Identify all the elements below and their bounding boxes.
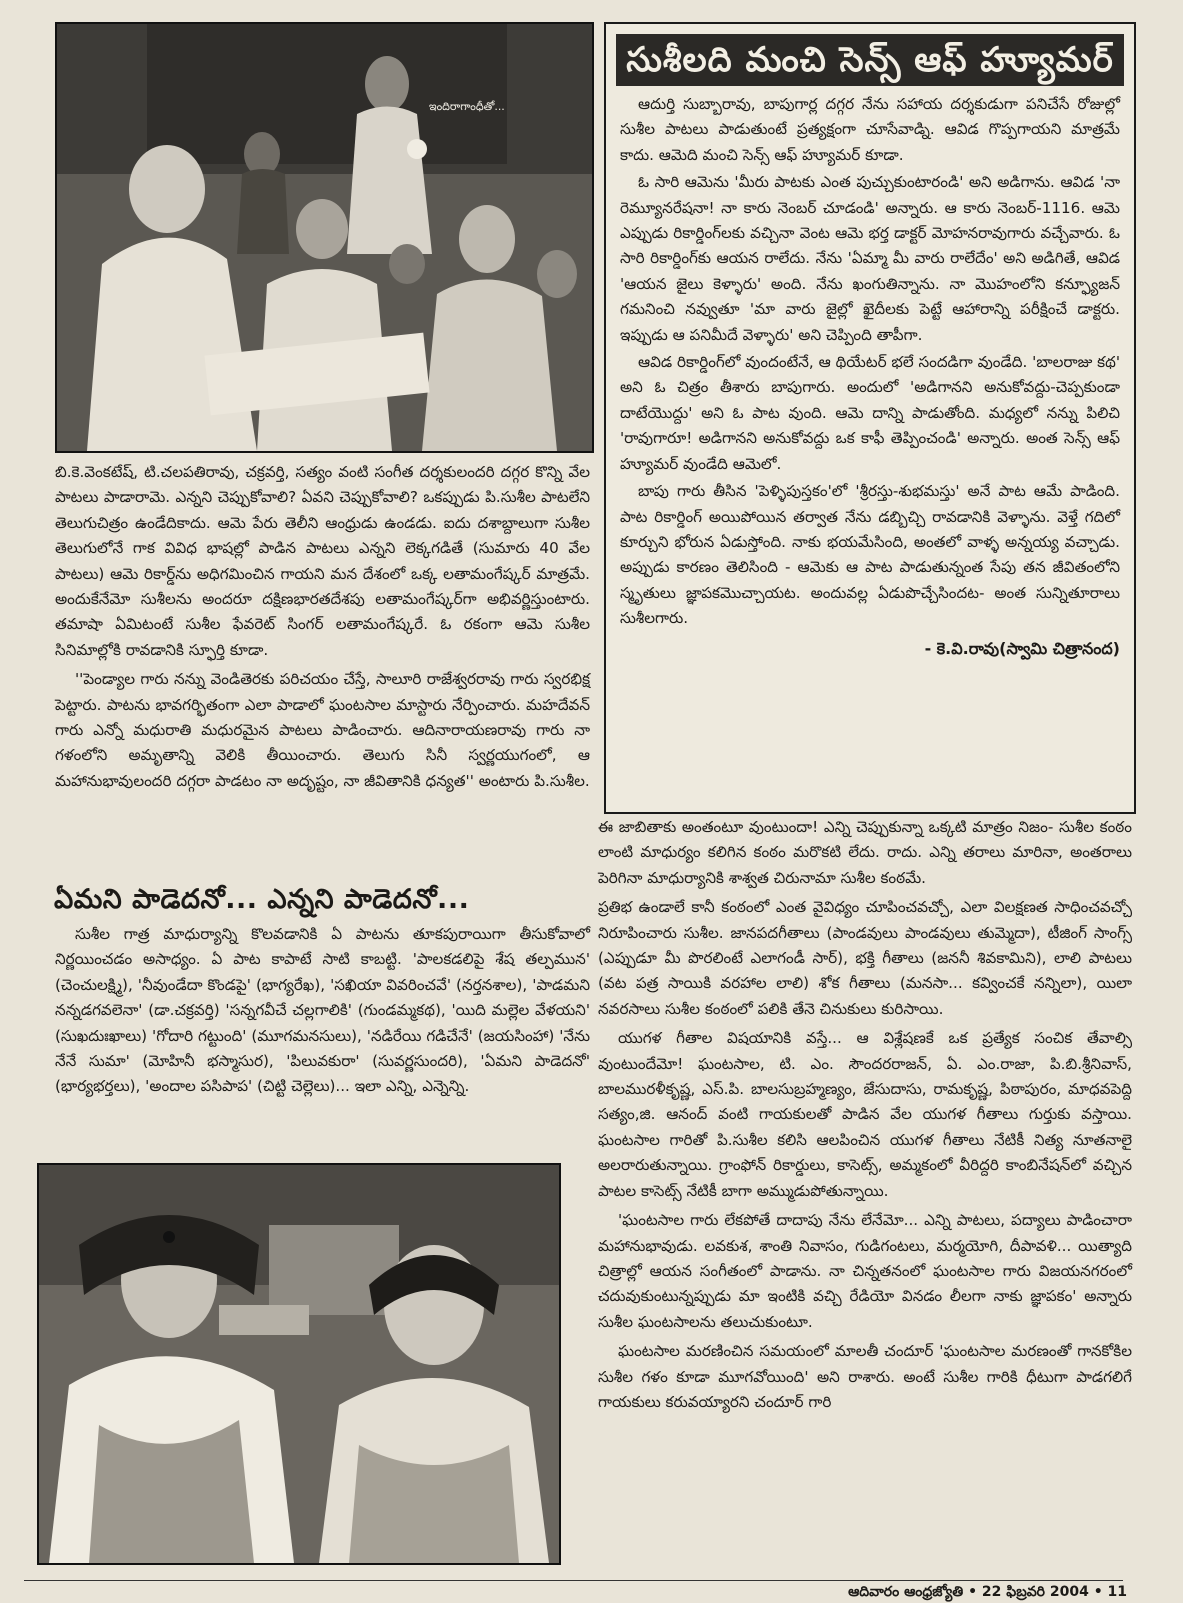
box-paragraph: ఓ సారి ఆమెను 'మీరు పాటకు ఎంత పుచ్చుకుంటారండి' అని అడిగాను. ఆవిడ 'నా రెమ్యూనరేషనా! నా కారు నెంబర్ చూడండి' అన్నారు. ఆ కారు నెంబర్-1116. ఆమె ఎప్పుడు రికార్డింగ్‌లకు వచ్చినా వెంట ఆమె భర్త డాక్టర్ మోహనరావుగారు వచ్చేవారు. ఓ సారి రికార్డింగ్‌కు ఆయన రాలేదు. నేను 'ఏమ్మా మీ వారు రాలేదేం' అని అడిగితే, ఆవిడ 'ఆయన జైలు కెళ్ళారు' అంది. నేను ఖంగుతిన్నాను. నా మొహంలోని కన్ఫ్యూజన్ గమనించి నవ్వుతూ 'మా వారు జైల్లో ఖైదీలకు పెట్టే ఆహారాన్ని పరీక్షించే డాక్టరు. ఇప్పుడు ఆ పనిమీదే వెళ్ళారు' అని చెప్పింది తాపీగా. xyxy=(620,173,1120,344)
left-column-text xyxy=(55,460,590,880)
footer-text: ఆదివారం ఆంధ్రజ్యోతి • 22 ఫిబ్రవరి 2004 • 11 xyxy=(848,1584,1127,1600)
box-paragraph: బాపు గారు తీసిన 'పెళ్ళిపుస్తకం'లో 'శ్రీరస్తు-శుభమస్తు' అనే పాట ఆమే పాడింది. పాట రికార్డింగ్ అయిపోయిన తర్వాత నేను డబ్బిచ్చి రావడానికి వెళ్ళాను. వెళ్తే గదిలో కూర్చుని భోరున ఏడుస్తోంది. నాకు భయమేసింది, అంతలో వాళ్ళ అన్నయ్య వచ్చాడు. అప్పుడు కారణం తెలిసింది - ఆమెకు ఆ పాట పాడుతున్నంత సేపు తన జీవితంలోని స్మృతులు జ్ఞాపకమొచ్చాయట. అందువల్ల ఏడుపొచ్చేసిందట- అంత సున్నితూరాలు సుశీలగారు. xyxy=(620,482,1120,628)
box-signature: - కె.వి.రావు(స్వామి చిత్రానంద) xyxy=(924,638,1120,658)
right-paragraph: ప్రతిభ ఉండాలే కానీ కంఠంలో ఎంత వైవిధ్యం చూపించవచ్చో, ఎలా విలక్షణత సాధించవచ్చో నిరూపించారు సుశీల. జానపదగీతాలు (పాండవులు పాండవులు తుమ్మెదా), టీజింగ్ సాంగ్స్ (ఎప్పుడూ మీ పొరలింటే ఎలాగండీ సార్), భక్తి గీతాలు (జననీ శివకామిని), లాలి పాటలు (వట పత్ర సాయికి వరహాల లాలి) శోక గీతాలు (మనసా... కవ్వించకే నన్నిలా), యిలా నవరసాలు సుశీల కంఠంలో పలికి తేనె చినుకులు కురిసాయి. xyxy=(598,898,1132,1018)
photo-bottom-image xyxy=(39,1165,559,1563)
box-body xyxy=(606,92,1134,661)
box-paragraph: ఆదుర్తి సుబ్బారావు, బాపుగార్ల దగ్గర నేను సహాయ దర్శకుడుగా పనిచేసే రోజుల్లో సుశీల పాటలు పాడుతుంటే ప్రత్యక్షంగా చూసేవాడ్ని. ఆవిడ గొప్పగాయని మాత్రమే కాదు. ఆమెది మంచి సెన్స్ ఆఫ్ హ్యూమర్ కూడా. xyxy=(620,95,1120,164)
photo-indira-gandhi xyxy=(55,22,594,453)
section-subheading: ఏమని పాడెదనో... ఎన్నని పాడెదనో... xyxy=(54,884,470,915)
photo-top-image xyxy=(57,24,592,451)
right-paragraph: ఈ జాబితాకు అంతంటూ వుంటుందా! ఎన్ని చెప్పుకున్నా ఒక్కటి మాత్రం నిజం- సుశీల కంఠం లాంటి మాధుర్యం కలిగిన కంఠం మరొకటి లేదు. రాదు. ఎన్ని తరాలు మారినా, అంతరాలు పెరిగినా మాధుర్యానికి శాశ్వత చిరునామా సుశీల కంఠమే. xyxy=(598,818,1132,887)
left-paragraph: బి.కె.వెంకటేష్, టి.చలపతిరావు, చక్రవర్తి, సత్యం వంటి సంగీత దర్శకులందరి దగ్గర కొన్ని వేల పాటలు పాడారామె. ఎన్నని చెప్పుకోవాలి? ఏవని చెప్పుకోవాలి? ఒకప్పుడు పి.సుశీల పాటలేని తెలుగుచిత్రం ఉండేదికాదు. ఆమె పేరు తెలీని ఆంధ్రుడు ఉండడు. ఐదు దశాబ్దాలుగా సుశీల తెలుగులోనే గాక వివిధ భాషల్లో పాడిన పాటలు ఎన్నని లెక్కగడితే (సుమారు 40 వేల పాటలు) ఆమె రికార్డ్‌ను అధిగమించిన గాయని మన దేశంలో ఒక్క లతామంగేష్కర్ మాత్రమే. అందుకేనేమో సుశీలను అందరూ దక్షిణభారతదేశపు లతామంగేష్కర్‌గా అభివర్ణిస్తుంటారు. తమాషా ఏమిటంటే సుశీల ఫేవరెట్ సింగర్ లతామంగేష్కరే. ఓ రకంగా ఆమె సుశీల సినిమాల్లోకి రావడానికి స్ఫూర్తి కూడా. xyxy=(55,463,590,659)
footer-rule xyxy=(24,1580,1123,1581)
right-column-text xyxy=(598,815,1132,1575)
box-headline: సుశీలది మంచి సెన్స్ ఆఫ్ హ్యూమర్ xyxy=(616,34,1124,86)
left-paragraph: సుశీల గాత్ర మాధుర్యాన్ని కొలవడానికి ఏ పాటను తూకపురాయిగా తీసుకోవాలో నిర్ణయించడం అసాధ్యం. ఏ పాట కాపాటే సాటి కాబట్టి. 'పాలకడలిపై శేష తల్పమున' (చెంచులక్ష్మి), 'నీవుండేదా కొండపై' (భాగ్యరేఖ), 'సఖియా వివరించవే' (నర్తనశాల), 'పాడమని నన్నడగవలెనా' (డా.చక్రవర్తి) 'సన్నగవీచే చల్లగాలికి' (గుండమ్మకథ), 'యిది మల్లెల వేళయని' (సుఖదుఃఖాలు) 'గోదారి గట్టుంది' (మూగమనసులు), 'నడిరేయి గడిచేనే' (జయసింహా) 'నేను నేనే సుమా' (మోహినీ భస్మాసుర), 'పిలువకురా' (సువర్ణసుందరి), 'ఏమని పాడెదనో' (భార్యభర్తలు), 'అందాల పసిపాప' (చిట్టి చెల్లెలు)... ఇలా ఎన్ని, ఎన్నెన్ని. xyxy=(55,925,590,1096)
sidebar-box xyxy=(604,22,1136,814)
photo-susheela-portrait xyxy=(37,1163,561,1565)
right-paragraph: యుగళ గీతాల విషయానికి వస్తే... ఆ విశ్లేషణకే ఒక ప్రత్యేక సంచిక తేవాల్సి వుంటుందేమో! ఘంటసాల, టి. ఎం. సౌందరరాజన్, ఏ. ఎం.రాజా, పి.బి.శ్రీనివాస్, బాలమురళీకృష్ణ, ఎస్.పి. బాలసుబ్రహ్మణ్యం, జేసుదాసు, రామకృష్ణ, పిఠాపురం, మాధవపెద్ది సత్యం,జి. ఆనంద్ వంటి గాయకులతో పాడిన వేల యుగళ గీతాలు గుర్తుకు వస్తాయి. ఘంటసాల గారితో పి.సుశీల కలిసి ఆలపించిన యుగళ గీతాలు నేటికీ నిత్య నూతనాలై అలరారుతున్నాయి. గ్రాంఫోన్ రికార్డులు, కాసెట్స్, అమ్మకంలో వీరిద్దరి కాంబినేషన్‌లో వచ్చిన పాటల కాసెట్స్ నేటికీ బాగా అమ్ముడుపోతున్నాయి. xyxy=(598,1029,1132,1200)
right-paragraph: ఘంటసాల మరణించిన సమయంలో మాలతీ చందూర్ 'ఘంటసాల మరణంతో గానకోకిల సుశీల గళం కూడా మూగవోయింది' అని రాశారు. అంటే సుశీల గారికి ధీటుగా పాడగలిగే గాయకులు కరువయ్యారని చందూర్ గారి xyxy=(598,1342,1132,1411)
page-footer xyxy=(0,1578,1183,1600)
left-paragraph: ''పెండ్యాల గారు నన్ను వెండితెరకు పరిచయం చేస్తే, సాలూరి రాజేశ్వరరావు గారు స్వరభిక్ష పెట్టారు. పాటను భావగర్భితంగా ఎలా పాడాలో ఘంటసాల మాస్టారు నేర్పించారు. మహదేవన్ గారు ఎన్నో మధురాతి మధురమైన పాటలు పాడించారు. ఆదినారాయణరావు గారు నా గళంలోని అమృతాన్ని వెలికి తీయించారు. తెలుగు సినీ స్వర్ణయుగంలో, ఆ మహానుభావులందరి దగ్గరా పాడటం నా అదృష్టం, నా జీవితానికి ధన్యత'' అంటారు పి.సుశీల. xyxy=(55,670,590,790)
photo-top-caption: ఇందిరాగాంధీతో... xyxy=(429,100,505,113)
left-column-text-2 xyxy=(55,922,590,1154)
box-paragraph: ఆవిడ రికార్డింగ్‌లో వుందంటేనే, ఆ థియేటర్ భలే సందడిగా వుండేది. 'బాలరాజు కథ' అని ఓ చిత్రం తీశారు బాపుగారు. అందులో 'అడిగానని అనుకోవద్దు-చెప్పకుండా దాటేయొద్దు' అని ఓ పాట వుంది. ఆమె దాన్ని పాడుతోంది. మధ్యలో నన్ను పిలిచి 'రావుగారూ! అడిగానని అనుకోవద్దు ఒక కాఫీ తెప్పించండి' అన్నారు. అంత సెన్స్ ఆఫ్ హ్యూమర్ వుండేది ఆమెలో. xyxy=(620,353,1120,473)
right-paragraph: 'ఘంటసాల గారు లేకపోతే దాదాపు నేను లేనేమో... ఎన్ని పాటలు, పద్యాలు పాడించారా మహానుభావుడు. లవకుశ, శాంతి నివాసం, గుడిగంటలు, మర్మయోగి, దీపావళి... యిత్యాది చిత్రాల్లో ఆయన సంగీతంలో పాడాను. నా చిన్నతనంలో ఘంటసాల గారు విజయనగరంలో చదువుకుంటున్నప్పుడు మా ఇంటికి వచ్చి రేడియో వినడం లీలగా నాకు జ్ఞాపకం' అన్నారు సుశీల ఘంటసాలను తలుచుకుంటూ. xyxy=(598,1211,1132,1331)
